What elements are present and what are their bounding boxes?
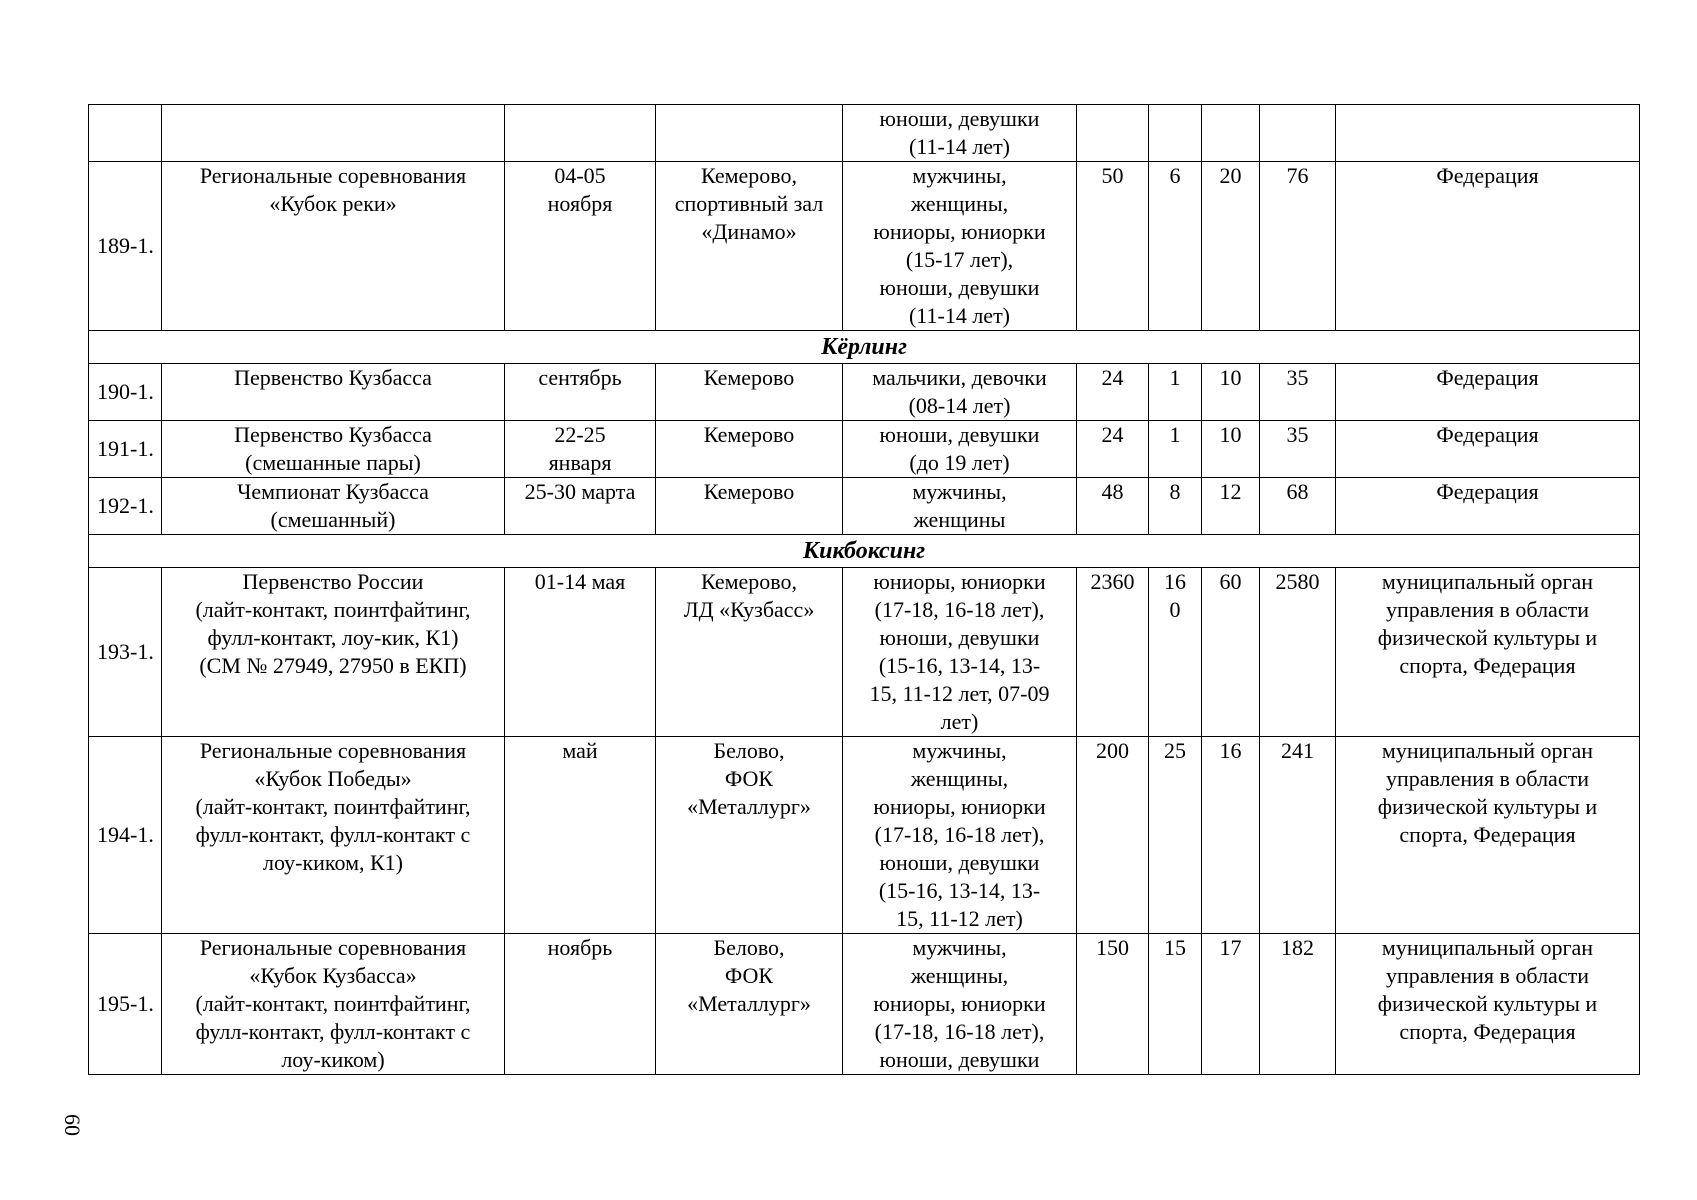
event-date bbox=[505, 105, 656, 162]
organizer: Федерация bbox=[1336, 478, 1640, 535]
count-total: 241 bbox=[1260, 737, 1336, 934]
event-name: Региональные соревнования «Кубок Кузбасса» (лайт-контакт, поинтфайтинг, фулл-контакт, фулл-контакт с лоу-киком) bbox=[162, 934, 505, 1075]
event-date: 01-14 мая bbox=[505, 568, 656, 737]
count-total: 2580 bbox=[1260, 568, 1336, 737]
section-header-row bbox=[89, 535, 1640, 568]
count-athletes bbox=[1077, 105, 1149, 162]
participants: мужчины, женщины bbox=[843, 478, 1077, 535]
event-name: Региональные соревнования «Кубок реки» bbox=[162, 162, 505, 331]
participants: юноши, девушки (11-14 лет) bbox=[843, 105, 1077, 162]
participants: мужчины, женщины, юниоры, юниорки (17-18, 16-18 лет), юноши, девушки bbox=[843, 934, 1077, 1075]
count-total: 182 bbox=[1260, 934, 1336, 1075]
count-coaches: 17 bbox=[1202, 934, 1260, 1075]
count-judges bbox=[1149, 105, 1202, 162]
table-body bbox=[89, 105, 1640, 1075]
organizer: муниципальный орган управления в области физической культуры и спорта, Федерация bbox=[1336, 568, 1640, 737]
event-name: Первенство России (лайт-контакт, поинтфайтинг, фулл-контакт, лоу-кик, К1) (СМ № 27949, 27950 в ЕКП) bbox=[162, 568, 505, 737]
participants: юноши, девушки (до 19 лет) bbox=[843, 421, 1077, 478]
section-title: Кикбоксинг bbox=[89, 535, 1640, 568]
count-total: 68 bbox=[1260, 478, 1336, 535]
row-number: 189-1. bbox=[89, 162, 162, 331]
table-row bbox=[89, 934, 1640, 1075]
organizer: Федерация bbox=[1336, 162, 1640, 331]
count-coaches bbox=[1202, 105, 1260, 162]
row-number: 195-1. bbox=[89, 934, 162, 1075]
count-coaches: 10 bbox=[1202, 364, 1260, 421]
event-date: сентябрь bbox=[505, 364, 656, 421]
event-name: Чемпионат Кузбасса (смешанный) bbox=[162, 478, 505, 535]
event-place bbox=[656, 105, 843, 162]
count-judges: 1 bbox=[1149, 421, 1202, 478]
event-date: 25-30 марта bbox=[505, 478, 656, 535]
count-coaches: 10 bbox=[1202, 421, 1260, 478]
organizer: муниципальный орган управления в области физической культуры и спорта, Федерация bbox=[1336, 737, 1640, 934]
row-number: 192-1. bbox=[89, 478, 162, 535]
organizer bbox=[1336, 105, 1640, 162]
event-place: Кемерово bbox=[656, 421, 843, 478]
section-title: Кёрлинг bbox=[89, 331, 1640, 364]
organizer: муниципальный орган управления в области физической культуры и спорта, Федерация bbox=[1336, 934, 1640, 1075]
event-date: 04-05 ноября bbox=[505, 162, 656, 331]
count-athletes: 200 bbox=[1077, 737, 1149, 934]
count-coaches: 12 bbox=[1202, 478, 1260, 535]
count-judges: 1 bbox=[1149, 364, 1202, 421]
count-judges: 8 bbox=[1149, 478, 1202, 535]
page-number: 60 bbox=[60, 1114, 85, 1136]
count-total bbox=[1260, 105, 1336, 162]
count-coaches: 60 bbox=[1202, 568, 1260, 737]
events-table bbox=[88, 104, 1640, 1075]
count-total: 76 bbox=[1260, 162, 1336, 331]
organizer: Федерация bbox=[1336, 421, 1640, 478]
table-row bbox=[89, 364, 1640, 421]
event-place: Кемерово, спортивный зал «Динамо» bbox=[656, 162, 843, 331]
table-row bbox=[89, 105, 1640, 162]
event-name: Первенство Кузбасса (смешанные пары) bbox=[162, 421, 505, 478]
row-number: 193-1. bbox=[89, 568, 162, 737]
count-judges: 16 0 bbox=[1149, 568, 1202, 737]
count-coaches: 16 bbox=[1202, 737, 1260, 934]
count-athletes: 24 bbox=[1077, 364, 1149, 421]
section-header-row bbox=[89, 331, 1640, 364]
event-date: 22-25 января bbox=[505, 421, 656, 478]
event-date: май bbox=[505, 737, 656, 934]
count-athletes: 48 bbox=[1077, 478, 1149, 535]
table-row bbox=[89, 421, 1640, 478]
row-number: 194-1. bbox=[89, 737, 162, 934]
count-judges: 6 bbox=[1149, 162, 1202, 331]
participants: мужчины, женщины, юниоры, юниорки (15-17 лет), юноши, девушки (11-14 лет) bbox=[843, 162, 1077, 331]
table-row bbox=[89, 478, 1640, 535]
event-name: Региональные соревнования «Кубок Победы» (лайт-контакт, поинтфайтинг, фулл-контакт, фулл-контакт с лоу-киком, К1) bbox=[162, 737, 505, 934]
table-row bbox=[89, 737, 1640, 934]
row-number: 190-1. bbox=[89, 364, 162, 421]
count-athletes: 50 bbox=[1077, 162, 1149, 331]
count-total: 35 bbox=[1260, 421, 1336, 478]
organizer: Федерация bbox=[1336, 364, 1640, 421]
count-coaches: 20 bbox=[1202, 162, 1260, 331]
count-athletes: 24 bbox=[1077, 421, 1149, 478]
event-place: Кемерово, ЛД «Кузбасс» bbox=[656, 568, 843, 737]
count-judges: 25 bbox=[1149, 737, 1202, 934]
event-date: ноябрь bbox=[505, 934, 656, 1075]
table-row bbox=[89, 162, 1640, 331]
table-row bbox=[89, 568, 1640, 737]
participants: мальчики, девочки (08-14 лет) bbox=[843, 364, 1077, 421]
event-place: Кемерово bbox=[656, 478, 843, 535]
count-athletes: 150 bbox=[1077, 934, 1149, 1075]
event-name bbox=[162, 105, 505, 162]
count-judges: 15 bbox=[1149, 934, 1202, 1075]
event-place: Кемерово bbox=[656, 364, 843, 421]
participants: мужчины, женщины, юниоры, юниорки (17-18, 16-18 лет), юноши, девушки (15-16, 13-14, 13- 15, 11-12 лет) bbox=[843, 737, 1077, 934]
event-place: Белово, ФОК «Металлург» bbox=[656, 934, 843, 1075]
count-athletes: 2360 bbox=[1077, 568, 1149, 737]
event-name: Первенство Кузбасса bbox=[162, 364, 505, 421]
row-number: 191-1. bbox=[89, 421, 162, 478]
event-place: Белово, ФОК «Металлург» bbox=[656, 737, 843, 934]
participants: юниоры, юниорки (17-18, 16-18 лет), юноши, девушки (15-16, 13-14, 13- 15, 11-12 лет, 07-09 лет) bbox=[843, 568, 1077, 737]
count-total: 35 bbox=[1260, 364, 1336, 421]
row-number bbox=[89, 105, 162, 162]
